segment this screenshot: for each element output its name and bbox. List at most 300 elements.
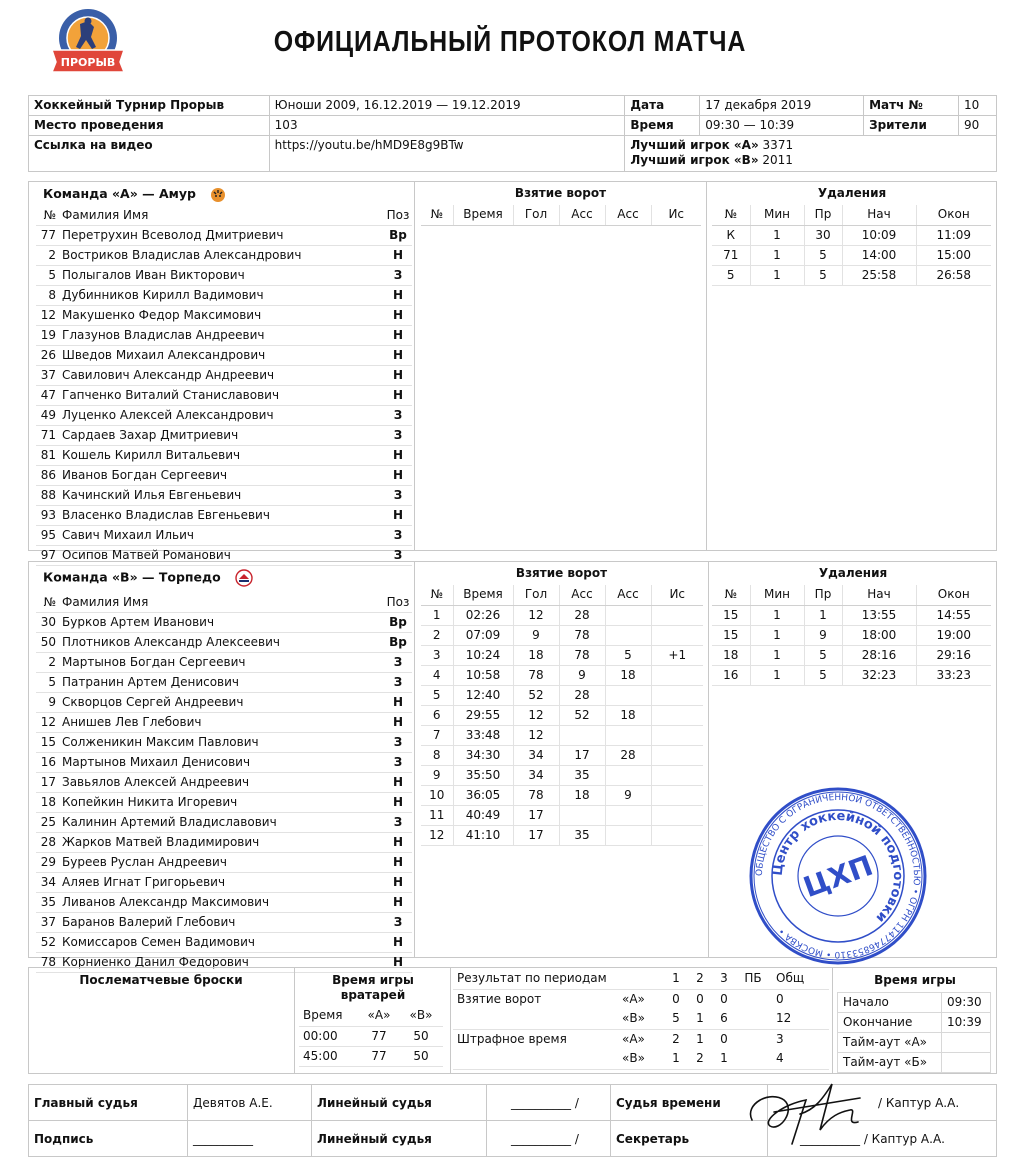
player-name: Востриков Владислав Александрович	[62, 246, 384, 266]
roster-row	[36, 653, 412, 673]
goal-row	[421, 625, 703, 645]
player-name: Перетрухин Всеволод Дмитриевич	[62, 226, 384, 246]
goal-assist-2	[605, 685, 651, 705]
pen-col-pr: Пр	[804, 205, 842, 225]
roster-row	[36, 813, 412, 833]
best-player-a-label: Лучший игрок «А»	[630, 138, 759, 152]
goal-row	[421, 705, 703, 725]
roster-row	[36, 733, 412, 753]
player-number: 26	[36, 346, 62, 366]
player-number: 81	[36, 446, 62, 466]
roster-row	[36, 246, 412, 266]
periods-title: Результат по периодам	[453, 969, 616, 989]
player-position: Н	[384, 793, 412, 813]
page-title: ОФИЦИАЛЬНЫЙ ПРОТОКОЛ МАТЧА	[273, 26, 747, 58]
goal-col-is: Ис	[651, 205, 701, 225]
time-value: 09:30 — 10:39	[700, 116, 864, 136]
penalty-minutes: 1	[750, 625, 804, 645]
penalty-row	[712, 245, 991, 265]
player-position: Н	[384, 953, 412, 973]
penalty-player: 18	[712, 645, 750, 665]
goal-row	[421, 765, 703, 785]
player-position: Н	[384, 286, 412, 306]
period-result-row	[453, 1029, 829, 1049]
signature-label: Подпись	[29, 1121, 188, 1157]
player-position: Вр	[384, 226, 412, 246]
goal-assist-2	[605, 725, 651, 745]
period-pb	[736, 1049, 770, 1069]
penalty-player: 15	[712, 605, 750, 625]
period-p2: 2	[688, 1049, 712, 1069]
goal-assist-2: 5	[605, 645, 651, 665]
team-b-goals-table	[421, 585, 703, 846]
player-position: З	[384, 673, 412, 693]
stamp-outer-text: ОБЩЕСТВО С ОГРАНИЧЕННОЙ ОТВЕТСТВЕННОСТЬЮ • ОГРН 1147746853310 • МОСКВА •	[754, 792, 922, 960]
team-a-goals-title: Взятие ворот	[514, 186, 607, 200]
secretary-value: __________ / Каптур А.А.	[768, 1121, 997, 1157]
timeout-b-label: Тайм-аут «Б»	[838, 1053, 942, 1073]
player-position: Н	[384, 386, 412, 406]
goal-col-time: Время	[453, 585, 513, 605]
goal-col-goal: Гол	[513, 585, 559, 605]
stamp-inner-text: Центр хоккейной подготовки	[770, 808, 906, 926]
player-number: 8	[36, 286, 62, 306]
player-number: 95	[36, 526, 62, 546]
roster-row	[36, 773, 412, 793]
roster-row	[36, 933, 412, 953]
roster-row	[36, 326, 412, 346]
penalty-row	[712, 645, 991, 665]
shootout-title: Послематчевые броски	[79, 973, 243, 987]
player-name: Кошель Кирилл Витальевич	[62, 446, 384, 466]
player-name: Завьялов Алексей Андреевич	[62, 773, 384, 793]
player-number: 12	[36, 306, 62, 326]
roster-row	[36, 286, 412, 306]
team-b-goals-title: Взятие ворот	[515, 566, 608, 580]
pen-col-start: Нач	[842, 205, 916, 225]
player-number: 34	[36, 873, 62, 893]
start-value: 09:30	[942, 993, 991, 1013]
goal-situation: +1	[651, 645, 703, 665]
goal-scorer: 12	[513, 725, 559, 745]
penalty-minutes: 1	[750, 665, 804, 685]
goal-row	[421, 685, 703, 705]
goalie-b: 50	[399, 1046, 443, 1066]
penalty-start: 32:23	[842, 665, 916, 685]
penalty-start: 28:16	[842, 645, 916, 665]
player-position: Н	[384, 306, 412, 326]
player-position: Н	[384, 446, 412, 466]
player-number: 93	[36, 506, 62, 526]
period-pb	[736, 1009, 770, 1029]
period-team: «А»	[622, 991, 645, 1006]
player-number: 71	[36, 426, 62, 446]
penalty-code: 5	[804, 265, 842, 285]
player-name: Скворцов Сергей Андреевич	[62, 693, 384, 713]
match-info-table	[28, 95, 997, 172]
player-number: 28	[36, 833, 62, 853]
player-number: 2	[36, 246, 62, 266]
goal-situation	[651, 785, 703, 805]
goalie-time: 45:00	[299, 1046, 359, 1066]
goal-assist-2: 18	[605, 665, 651, 685]
pen-col-min: Мин	[750, 585, 804, 605]
player-name: Плотников Александр Алексеевич	[62, 633, 384, 653]
player-position: Вр	[384, 613, 412, 633]
player-number: 19	[36, 326, 62, 346]
player-name: Савич Михаил Ильич	[62, 526, 384, 546]
period-p3: 1	[712, 1049, 736, 1069]
organization-stamp	[748, 786, 928, 966]
player-name: Гапченко Виталий Станиславович	[62, 386, 384, 406]
goal-number: 12	[421, 825, 453, 845]
linesman-2-value: __________ /	[487, 1121, 611, 1157]
end-value: 10:39	[942, 1013, 991, 1033]
goalie-a: 77	[359, 1046, 399, 1066]
goal-situation	[651, 765, 703, 785]
player-position: Н	[384, 366, 412, 386]
player-number: 5	[36, 673, 62, 693]
player-position: Н	[384, 773, 412, 793]
goal-row	[421, 645, 703, 665]
penalty-code: 5	[804, 665, 842, 685]
timekeeper-value: / Каптур А.А.	[768, 1085, 997, 1121]
goal-situation	[651, 685, 703, 705]
penalty-player: 71	[712, 245, 750, 265]
roster-row	[36, 833, 412, 853]
gk-col-time: Время	[299, 1006, 359, 1026]
goal-row	[421, 785, 703, 805]
roster-row	[36, 266, 412, 286]
goal-scorer: 17	[513, 805, 559, 825]
player-position: Н	[384, 693, 412, 713]
player-position: Н	[384, 346, 412, 366]
penalty-start: 14:00	[842, 245, 916, 265]
goal-time: 29:55	[453, 705, 513, 725]
roster-row	[36, 673, 412, 693]
period-3-head: 3	[712, 969, 736, 989]
player-number: 77	[36, 226, 62, 246]
penalty-minutes: 1	[750, 265, 804, 285]
video-link[interactable]: https://youtu.be/hMD9E8g9BTw	[269, 136, 625, 172]
goal-col-ast: Асс	[559, 585, 605, 605]
goal-row	[421, 805, 703, 825]
game-time-table	[837, 992, 991, 1073]
player-number: 17	[36, 773, 62, 793]
player-name: Мартынов Михаил Денисович	[62, 753, 384, 773]
tournament-label: Хоккейный Турнир Прорыв	[29, 96, 270, 116]
penalty-start: 10:09	[842, 225, 916, 245]
period-total: 3	[776, 1031, 784, 1046]
goal-col-time: Время	[453, 205, 513, 225]
goal-number: 5	[421, 685, 453, 705]
goal-situation	[651, 745, 703, 765]
player-number: 47	[36, 386, 62, 406]
pen-col-num: №	[712, 585, 750, 605]
goal-col-num: №	[421, 205, 453, 225]
player-name: Власенко Владислав Евгеньевич	[62, 506, 384, 526]
player-position: З	[384, 813, 412, 833]
team-a-title: Команда «А» — Амур	[43, 186, 226, 203]
goal-scorer: 78	[513, 665, 559, 685]
player-name: Иванов Богдан Сергеевич	[62, 466, 384, 486]
period-p1: 5	[664, 1009, 688, 1029]
goal-number: 4	[421, 665, 453, 685]
gk-col-a: «А»	[359, 1006, 399, 1026]
player-number: 37	[36, 913, 62, 933]
roster-row	[36, 306, 412, 326]
roster-row	[36, 346, 412, 366]
logo-ribbon-text: ПРОРЫВ	[60, 56, 116, 69]
player-number: 88	[36, 486, 62, 506]
linesman-1-value: __________ /	[487, 1085, 611, 1121]
total-head: Общ	[770, 969, 829, 989]
player-position: З	[384, 653, 412, 673]
goal-col-is: Ис	[651, 585, 703, 605]
goal-time: 07:09	[453, 625, 513, 645]
player-position: Н	[384, 933, 412, 953]
pen-col-end: Окон	[916, 205, 991, 225]
roster-row	[36, 526, 412, 546]
period-p3: 0	[720, 1031, 728, 1046]
goal-assist-1: 52	[559, 705, 605, 725]
tournament-logo	[44, 6, 132, 78]
goalie-a: 77	[359, 1026, 399, 1046]
penalty-start: 25:58	[842, 265, 916, 285]
tiger-icon	[210, 187, 226, 203]
player-position: Н	[384, 466, 412, 486]
period-p2: 0	[696, 991, 704, 1006]
goal-time: 36:05	[453, 785, 513, 805]
penalty-code: 30	[804, 225, 842, 245]
period-total: 0	[776, 991, 784, 1006]
goal-assist-2	[605, 825, 651, 845]
goal-assist-1: 18	[559, 785, 605, 805]
pen-col-min: Мин	[750, 205, 804, 225]
penalty-player: 16	[712, 665, 750, 685]
player-position: Н	[384, 873, 412, 893]
player-number: 29	[36, 853, 62, 873]
period-p1: 1	[664, 1049, 688, 1069]
player-name: Осипов Матвей Романович	[62, 546, 384, 566]
roster-row	[36, 426, 412, 446]
goal-time: 12:40	[453, 685, 513, 705]
player-name: Бурков Артем Иванович	[62, 613, 384, 633]
roster-row	[36, 853, 412, 873]
team-a-penalties-title: Удаления	[817, 186, 887, 200]
period-p2: 1	[696, 1031, 704, 1046]
penalty-code: 5	[804, 645, 842, 665]
pen-col-start: Нач	[842, 585, 916, 605]
roster-row	[36, 506, 412, 526]
goal-time: 10:24	[453, 645, 513, 665]
roster-row	[36, 406, 412, 426]
linesman-2-label: Линейный судья	[312, 1121, 487, 1157]
period-p1: 2	[672, 1031, 680, 1046]
goal-assist-2: 9	[605, 785, 651, 805]
handwritten-signature	[740, 1070, 890, 1156]
timekeeper-label: Судья времени	[611, 1085, 768, 1121]
col-name: Фамилия Имя	[62, 206, 384, 226]
goal-assist-2	[605, 605, 651, 625]
roster-row	[36, 713, 412, 733]
penalty-end: 33:23	[916, 665, 991, 685]
team-b-title: Команда «В» — Торпедо	[43, 569, 253, 587]
roster-row	[36, 613, 412, 633]
goal-situation	[651, 725, 703, 745]
col-num: №	[36, 206, 62, 226]
penalty-end: 14:55	[916, 605, 991, 625]
player-number: 35	[36, 893, 62, 913]
col-num: №	[36, 593, 62, 613]
period-p2: 1	[688, 1009, 712, 1029]
period-p1: 0	[672, 991, 680, 1006]
period-team: «В»	[616, 1009, 664, 1029]
penalty-end: 15:00	[916, 245, 991, 265]
penalty-start: 13:55	[842, 605, 916, 625]
torpedo-logo-icon	[235, 569, 253, 587]
match-number-label: Матч №	[864, 96, 959, 116]
main-referee-label: Главный судья	[29, 1085, 188, 1121]
goal-number: 6	[421, 705, 453, 725]
timeout-a-value	[942, 1033, 991, 1053]
player-position: Н	[384, 506, 412, 526]
goal-assist-1	[559, 725, 605, 745]
goal-assist-1: 9	[559, 665, 605, 685]
goal-scorer: 12	[513, 605, 559, 625]
player-position: З	[384, 546, 412, 566]
goalie-time-row	[299, 1026, 443, 1046]
team-b-penalties-title: Удаления	[818, 566, 888, 580]
penalty-player: 15	[712, 625, 750, 645]
goal-row	[421, 665, 703, 685]
col-name: Фамилия Имя	[62, 593, 384, 613]
penalty-minutes: 1	[750, 645, 804, 665]
roster-row	[36, 366, 412, 386]
team-a-roster	[36, 206, 412, 566]
roster-row	[36, 633, 412, 653]
player-position: Н	[384, 246, 412, 266]
roster-row	[36, 226, 412, 246]
goal-situation	[651, 705, 703, 725]
player-number: 78	[36, 953, 62, 973]
player-position: З	[384, 733, 412, 753]
best-player-b-label: Лучший игрок «В»	[630, 153, 759, 167]
goal-time: 10:58	[453, 665, 513, 685]
player-name: Буреев Руслан Андреевич	[62, 853, 384, 873]
player-name: Анишев Лев Глебович	[62, 713, 384, 733]
goal-assist-1	[559, 805, 605, 825]
player-name: Патранин Артем Денисович	[62, 673, 384, 693]
goal-assist-1: 35	[559, 765, 605, 785]
penalty-row	[712, 225, 991, 245]
goal-number: 8	[421, 745, 453, 765]
player-name: Сардаев Захар Дмитриевич	[62, 426, 384, 446]
goal-assist-1: 17	[559, 745, 605, 765]
roster-row	[36, 753, 412, 773]
time-label: Время	[625, 116, 700, 136]
match-number-value: 10	[959, 96, 997, 116]
player-position: Н	[384, 833, 412, 853]
team-a-penalties-table	[712, 205, 991, 286]
roster-row	[36, 486, 412, 506]
roster-row	[36, 693, 412, 713]
pen-col-end: Окон	[916, 585, 991, 605]
penalty-player: 5	[712, 265, 750, 285]
spectators-value: 90	[959, 116, 997, 136]
goal-situation	[651, 625, 703, 645]
roster-row	[36, 386, 412, 406]
pen-col-pr: Пр	[804, 585, 842, 605]
player-name: Солженикин Максим Павлович	[62, 733, 384, 753]
player-name: Калинин Артемий Владиславович	[62, 813, 384, 833]
date-label: Дата	[625, 96, 700, 116]
penalty-minutes: 1	[750, 605, 804, 625]
date-value: 17 декабря 2019	[700, 96, 864, 116]
period-1-head: 1	[664, 969, 688, 989]
player-position: Вр	[384, 633, 412, 653]
player-position: Н	[384, 893, 412, 913]
goalie-time-title: Время игры вратарей	[332, 973, 414, 1002]
penalty-code: 1	[804, 605, 842, 625]
goal-row	[421, 725, 703, 745]
player-name: Копейкин Никита Игоревич	[62, 793, 384, 813]
penalty-row	[712, 665, 991, 685]
goal-situation	[651, 665, 703, 685]
main-referee-value: Девятов А.Е.	[188, 1085, 312, 1121]
player-number: 86	[36, 466, 62, 486]
penalty-end: 29:16	[916, 645, 991, 665]
team-b-penalties-table	[712, 585, 991, 686]
player-name: Комиссаров Семен Вадимович	[62, 933, 384, 953]
player-name: Качинский Илья Евгеньевич	[62, 486, 384, 506]
period-result-row	[453, 989, 829, 1009]
player-name: Ливанов Александр Максимович	[62, 893, 384, 913]
goal-scorer: 34	[513, 745, 559, 765]
start-label: Начало	[838, 993, 942, 1013]
goal-number: 2	[421, 625, 453, 645]
venue-value: 103	[269, 116, 625, 136]
game-time-title: Время игры	[874, 973, 956, 987]
goal-assist-2: 28	[605, 745, 651, 765]
goal-col-ast2: Асс	[605, 205, 651, 225]
timeout-a-label: Тайм-аут «А»	[838, 1033, 942, 1053]
player-number: 25	[36, 813, 62, 833]
goal-time: 33:48	[453, 725, 513, 745]
player-name: Аляев Игнат Григорьевич	[62, 873, 384, 893]
player-number: 50	[36, 633, 62, 653]
goal-time: 34:30	[453, 745, 513, 765]
player-name: Глазунов Владислав Андреевич	[62, 326, 384, 346]
player-number: 5	[36, 266, 62, 286]
goal-assist-2	[605, 805, 651, 825]
signature-value: __________	[188, 1121, 312, 1157]
player-name: Баранов Валерий Глебович	[62, 913, 384, 933]
penalty-player: К	[712, 225, 750, 245]
period-team: «А»	[622, 1031, 645, 1046]
period-2-head: 2	[688, 969, 712, 989]
goal-assist-1: 35	[559, 825, 605, 845]
goalie-time-row	[299, 1046, 443, 1066]
goal-col-goal: Гол	[513, 205, 559, 225]
player-position: З	[384, 426, 412, 446]
goalie-b: 50	[399, 1026, 443, 1046]
goal-assist-2: 18	[605, 705, 651, 725]
period-p3: 0	[720, 991, 728, 1006]
penalty-code: 9	[804, 625, 842, 645]
player-number: 37	[36, 366, 62, 386]
roster-row	[36, 893, 412, 913]
